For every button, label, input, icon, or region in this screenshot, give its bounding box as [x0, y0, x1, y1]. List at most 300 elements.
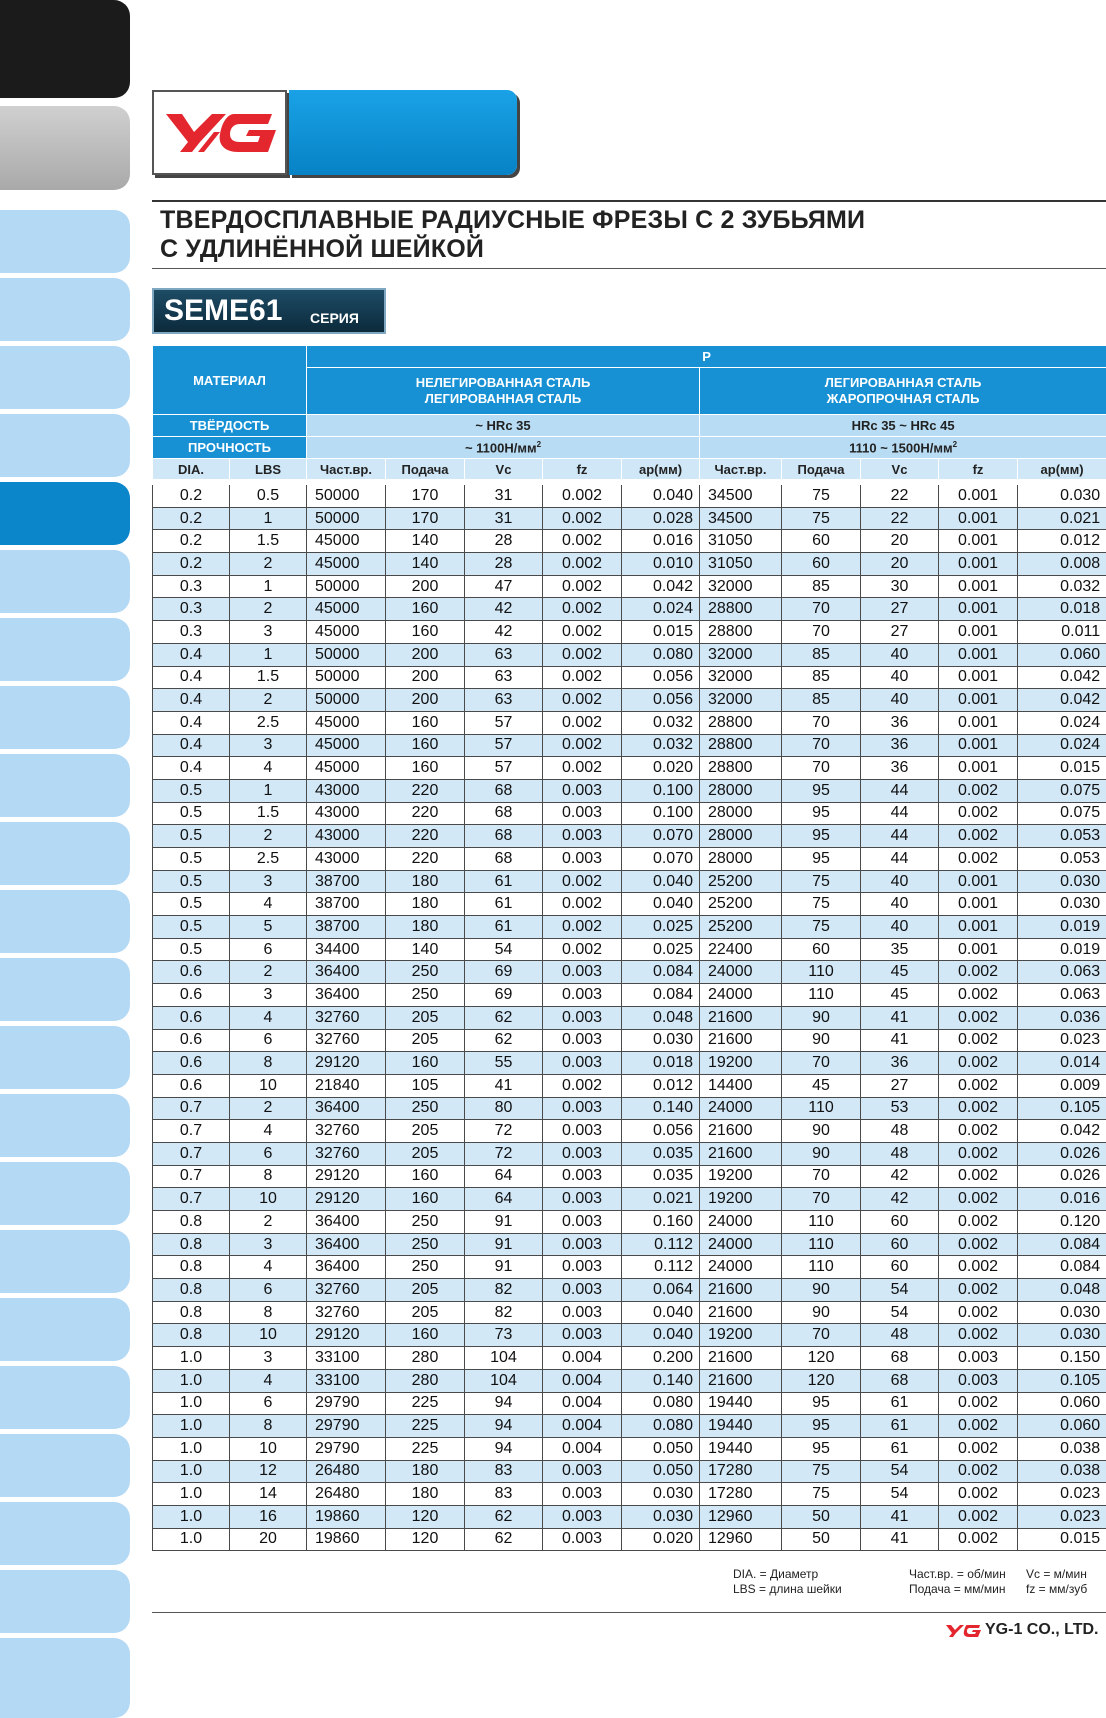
cell-lbs: 10 [230, 1074, 307, 1097]
cell-ap-2: 0.009 [1018, 1074, 1106, 1097]
cell-feed-2: 70 [782, 757, 861, 780]
material-1-line-1: НЕЛЕГИРОВАННАЯ СТАЛЬ [415, 375, 591, 390]
section-tab-18[interactable] [0, 1366, 130, 1429]
legend-rpm: Част.вр. = об/мин [909, 1567, 1006, 1581]
cell-lbs: 1 [230, 507, 307, 530]
cell-ap-2: 0.026 [1018, 1142, 1106, 1165]
cell-lbs: 2 [230, 689, 307, 712]
cell-rpm-1: 38700 [307, 916, 386, 939]
cell-vc-2: 22 [861, 485, 939, 508]
cell-rpm-1: 32760 [307, 1142, 386, 1165]
cell-rpm-2: 17280 [700, 1483, 782, 1506]
cell-lbs: 3 [230, 621, 307, 644]
cell-rpm-2: 21600 [700, 1369, 782, 1392]
cell-fz-1: 0.003 [543, 961, 622, 984]
cell-fz-2: 0.001 [939, 666, 1018, 689]
cell-fz-1: 0.003 [543, 1029, 622, 1052]
strength-2-value: 1110 ~ 1500Н/мм [849, 440, 953, 456]
cell-lbs: 0.5 [230, 485, 307, 508]
material-2-line-2: ЖАРОПРОЧНАЯ СТАЛЬ [826, 391, 980, 406]
cell-rpm-1: 32760 [307, 1120, 386, 1143]
col-ap-2: ap(мм) [1018, 459, 1106, 480]
cell-feed-2: 120 [782, 1347, 861, 1370]
cell-vc-2: 40 [861, 870, 939, 893]
cell-rpm-1: 50000 [307, 507, 386, 530]
section-tab-8[interactable] [0, 686, 130, 749]
table-row [153, 870, 1106, 893]
cell-vc-1: 73 [465, 1324, 543, 1347]
section-tab-11[interactable] [0, 890, 130, 953]
cell-dia: 1.0 [153, 1528, 230, 1551]
cell-fz-2: 0.002 [939, 1052, 1018, 1075]
cell-fz-2: 0.002 [939, 1460, 1018, 1483]
cell-lbs: 1.5 [230, 802, 307, 825]
cell-lbs: 4 [230, 1256, 307, 1279]
cell-vc-2: 61 [861, 1392, 939, 1415]
cell-rpm-2: 12960 [700, 1528, 782, 1551]
cell-feed-1: 205 [386, 1142, 465, 1165]
cell-rpm-2: 24000 [700, 1097, 782, 1120]
strength-1-value: ~ 1100Н/мм [464, 440, 537, 456]
cell-vc-2: 45 [861, 984, 939, 1007]
cell-fz-2: 0.003 [939, 1347, 1018, 1370]
cell-rpm-1: 32760 [307, 1006, 386, 1029]
cell-fz-2: 0.001 [939, 734, 1018, 757]
cell-rpm-1: 29790 [307, 1437, 386, 1460]
table-row [153, 938, 1106, 961]
cell-feed-1: 140 [386, 938, 465, 961]
cell-ap-1: 0.080 [622, 1392, 700, 1415]
table-row [153, 757, 1106, 780]
cell-fz-2: 0.001 [939, 757, 1018, 780]
cell-ap-2: 0.015 [1018, 1528, 1106, 1551]
cell-rpm-2: 21600 [700, 1279, 782, 1302]
cell-feed-1: 160 [386, 598, 465, 621]
cell-feed-2: 85 [782, 643, 861, 666]
cell-dia: 0.7 [153, 1165, 230, 1188]
cell-ap-1: 0.018 [622, 1052, 700, 1075]
legend-feed: Подача = мм/мин [909, 1582, 1006, 1596]
cell-feed-2: 85 [782, 666, 861, 689]
cell-dia: 1.0 [153, 1460, 230, 1483]
cell-rpm-2: 28800 [700, 711, 782, 734]
cell-rpm-2: 28800 [700, 621, 782, 644]
table-row [153, 1324, 1106, 1347]
cell-vc-1: 61 [465, 916, 543, 939]
cell-feed-1: 250 [386, 1097, 465, 1120]
legend-middle [909, 1567, 1006, 1597]
hardness-2: HRc 35 ~ HRc 45 [700, 415, 1106, 437]
table-row [153, 802, 1106, 825]
cell-dia: 1.0 [153, 1369, 230, 1392]
cell-rpm-1: 50000 [307, 643, 386, 666]
section-tab-16[interactable] [0, 1230, 130, 1293]
cell-feed-1: 140 [386, 553, 465, 576]
cell-vc-2: 20 [861, 530, 939, 553]
cell-feed-1: 170 [386, 485, 465, 508]
table-row [153, 779, 1106, 802]
cell-rpm-2: 28800 [700, 757, 782, 780]
cell-feed-1: 120 [386, 1505, 465, 1528]
cell-ap-1: 0.025 [622, 916, 700, 939]
cell-feed-2: 70 [782, 1324, 861, 1347]
cell-rpm-1: 50000 [307, 575, 386, 598]
cell-feed-1: 200 [386, 575, 465, 598]
cell-vc-1: 68 [465, 779, 543, 802]
cell-feed-1: 105 [386, 1074, 465, 1097]
cell-rpm-2: 21600 [700, 1142, 782, 1165]
cell-feed-1: 225 [386, 1437, 465, 1460]
cell-ap-2: 0.053 [1018, 848, 1106, 871]
cell-vc-2: 48 [861, 1120, 939, 1143]
cell-fz-1: 0.003 [543, 1097, 622, 1120]
cell-lbs: 8 [230, 1165, 307, 1188]
cell-fz-2: 0.002 [939, 1233, 1018, 1256]
table-row [153, 734, 1106, 757]
col-lbs: LBS [230, 459, 307, 480]
cell-rpm-1: 36400 [307, 1097, 386, 1120]
section-tab-14[interactable] [0, 1094, 130, 1157]
section-tab-10[interactable] [0, 822, 130, 885]
cell-vc-2: 61 [861, 1437, 939, 1460]
cell-ap-1: 0.028 [622, 507, 700, 530]
cell-rpm-1: 43000 [307, 825, 386, 848]
table-row [153, 553, 1106, 576]
cell-feed-2: 75 [782, 507, 861, 530]
cell-vc-1: 69 [465, 961, 543, 984]
cell-ap-1: 0.032 [622, 711, 700, 734]
cell-vc-1: 94 [465, 1415, 543, 1438]
cell-vc-2: 44 [861, 848, 939, 871]
cell-ap-2: 0.011 [1018, 621, 1106, 644]
cell-lbs: 12 [230, 1460, 307, 1483]
cell-vc-1: 62 [465, 1528, 543, 1551]
legend-right [1026, 1567, 1087, 1597]
cell-lbs: 8 [230, 1301, 307, 1324]
cell-ap-1: 0.024 [622, 598, 700, 621]
cell-rpm-1: 38700 [307, 893, 386, 916]
cell-rpm-2: 24000 [700, 984, 782, 1007]
cell-dia: 1.0 [153, 1415, 230, 1438]
section-tab-7[interactable] [0, 618, 130, 681]
cell-fz-2: 0.002 [939, 1256, 1018, 1279]
section-tab-2[interactable] [0, 278, 130, 341]
cell-rpm-1: 45000 [307, 553, 386, 576]
cell-rpm-2: 12960 [700, 1505, 782, 1528]
cell-dia: 0.8 [153, 1301, 230, 1324]
col-fz-2: fz [939, 459, 1018, 480]
cell-dia: 1.0 [153, 1483, 230, 1506]
cell-fz-2: 0.001 [939, 507, 1018, 530]
table-row [153, 1120, 1106, 1143]
cell-fz-1: 0.003 [543, 779, 622, 802]
cell-feed-1: 160 [386, 711, 465, 734]
cell-rpm-1: 45000 [307, 530, 386, 553]
cell-vc-1: 91 [465, 1233, 543, 1256]
section-tab-6[interactable] [0, 550, 130, 613]
cell-lbs: 4 [230, 1120, 307, 1143]
cell-vc-1: 62 [465, 1505, 543, 1528]
cell-rpm-1: 19860 [307, 1505, 386, 1528]
tab-black[interactable] [0, 0, 130, 98]
cell-fz-1: 0.002 [543, 621, 622, 644]
cell-dia: 0.5 [153, 870, 230, 893]
cell-feed-1: 205 [386, 1301, 465, 1324]
cell-ap-1: 0.140 [622, 1369, 700, 1392]
cell-ap-2: 0.008 [1018, 553, 1106, 576]
cell-ap-2: 0.150 [1018, 1347, 1106, 1370]
cell-fz-1: 0.004 [543, 1347, 622, 1370]
cell-dia: 0.6 [153, 1029, 230, 1052]
cell-fz-1: 0.002 [543, 598, 622, 621]
section-tab-3[interactable] [0, 346, 130, 409]
cell-fz-1: 0.003 [543, 825, 622, 848]
series-badge [152, 288, 386, 334]
cell-rpm-2: 28000 [700, 802, 782, 825]
cell-lbs: 4 [230, 893, 307, 916]
tab-grey[interactable] [0, 106, 130, 190]
cell-fz-2: 0.002 [939, 802, 1018, 825]
cell-feed-2: 70 [782, 711, 861, 734]
cell-feed-2: 45 [782, 1074, 861, 1097]
cell-rpm-1: 34400 [307, 938, 386, 961]
col-ap-1: ap(мм) [622, 459, 700, 480]
cell-rpm-2: 34500 [700, 507, 782, 530]
cell-fz-1: 0.002 [543, 553, 622, 576]
hardness-label: ТВЁРДОСТЬ [153, 415, 307, 437]
cell-feed-2: 90 [782, 1279, 861, 1302]
col-rpm-2: Част.вр. [700, 459, 782, 480]
section-tab-22[interactable] [0, 1638, 130, 1718]
cell-lbs: 20 [230, 1528, 307, 1551]
table-row [153, 621, 1106, 644]
cell-feed-2: 70 [782, 1052, 861, 1075]
cell-vc-2: 60 [861, 1211, 939, 1234]
cell-ap-1: 0.030 [622, 1029, 700, 1052]
cell-ap-2: 0.105 [1018, 1369, 1106, 1392]
cell-feed-1: 280 [386, 1347, 465, 1370]
cell-vc-2: 36 [861, 757, 939, 780]
cell-vc-1: 68 [465, 848, 543, 871]
table-body [153, 485, 1106, 1551]
cell-lbs: 14 [230, 1483, 307, 1506]
cell-dia: 0.2 [153, 553, 230, 576]
cell-dia: 0.4 [153, 666, 230, 689]
cell-lbs: 3 [230, 870, 307, 893]
cell-fz-1: 0.004 [543, 1415, 622, 1438]
cell-rpm-2: 19440 [700, 1392, 782, 1415]
cell-ap-2: 0.023 [1018, 1483, 1106, 1506]
cell-rpm-2: 22400 [700, 938, 782, 961]
cell-vc-1: 94 [465, 1392, 543, 1415]
cell-ap-1: 0.020 [622, 757, 700, 780]
cell-ap-2: 0.023 [1018, 1029, 1106, 1052]
cell-feed-1: 170 [386, 507, 465, 530]
cell-ap-1: 0.012 [622, 1074, 700, 1097]
cell-feed-2: 95 [782, 825, 861, 848]
brand-header [152, 90, 522, 175]
cell-rpm-2: 31050 [700, 553, 782, 576]
cell-dia: 0.4 [153, 757, 230, 780]
cell-fz-2: 0.002 [939, 961, 1018, 984]
cell-fz-1: 0.003 [543, 1052, 622, 1075]
col-feed-2: Подача [782, 459, 861, 480]
material-1-line-2: ЛЕГИРОВАННАЯ СТАЛЬ [424, 391, 582, 406]
cell-fz-1: 0.003 [543, 848, 622, 871]
cell-fz-1: 0.004 [543, 1437, 622, 1460]
cell-fz-2: 0.002 [939, 1211, 1018, 1234]
cell-vc-1: 72 [465, 1142, 543, 1165]
cell-ap-1: 0.084 [622, 961, 700, 984]
cell-ap-2: 0.024 [1018, 711, 1106, 734]
table-row [153, 711, 1106, 734]
cell-feed-2: 120 [782, 1369, 861, 1392]
section-tab-21[interactable] [0, 1570, 130, 1633]
cell-fz-1: 0.002 [543, 711, 622, 734]
section-tab-4[interactable] [0, 414, 130, 477]
table-row [153, 1505, 1106, 1528]
cell-rpm-1: 29120 [307, 1052, 386, 1075]
cell-feed-1: 200 [386, 666, 465, 689]
cell-feed-1: 160 [386, 1324, 465, 1347]
cell-vc-1: 31 [465, 507, 543, 530]
cell-dia: 0.3 [153, 575, 230, 598]
cell-vc-1: 61 [465, 870, 543, 893]
section-tab-17[interactable] [0, 1298, 130, 1361]
table-row [153, 1165, 1106, 1188]
cell-dia: 0.5 [153, 893, 230, 916]
table-row [153, 689, 1106, 712]
cell-dia: 0.6 [153, 1074, 230, 1097]
cell-feed-2: 75 [782, 1483, 861, 1506]
table-row [153, 1188, 1106, 1211]
header-blue-band [289, 90, 517, 175]
cell-feed-2: 110 [782, 1211, 861, 1234]
section-tab-9[interactable] [0, 754, 130, 817]
table-row [153, 507, 1106, 530]
cell-rpm-2: 32000 [700, 689, 782, 712]
cell-ap-2: 0.030 [1018, 893, 1106, 916]
cell-ap-2: 0.038 [1018, 1437, 1106, 1460]
cell-feed-2: 75 [782, 485, 861, 508]
cell-fz-2: 0.002 [939, 1006, 1018, 1029]
cell-dia: 1.0 [153, 1392, 230, 1415]
cell-fz-2: 0.002 [939, 1142, 1018, 1165]
cell-rpm-2: 32000 [700, 643, 782, 666]
col-vc-1: Vc [465, 459, 543, 480]
cell-lbs: 6 [230, 938, 307, 961]
cell-vc-2: 42 [861, 1188, 939, 1211]
cell-rpm-2: 25200 [700, 870, 782, 893]
cell-vc-2: 41 [861, 1505, 939, 1528]
cell-fz-1: 0.003 [543, 1505, 622, 1528]
cell-vc-2: 36 [861, 711, 939, 734]
cell-feed-2: 90 [782, 1142, 861, 1165]
cell-vc-1: 64 [465, 1165, 543, 1188]
cell-ap-1: 0.160 [622, 1211, 700, 1234]
cell-vc-2: 27 [861, 1074, 939, 1097]
table-row [153, 1006, 1106, 1029]
cell-feed-2: 110 [782, 984, 861, 1007]
cell-lbs: 6 [230, 1279, 307, 1302]
cell-ap-1: 0.080 [622, 1415, 700, 1438]
cell-vc-2: 40 [861, 666, 939, 689]
cell-vc-1: 41 [465, 1074, 543, 1097]
cell-feed-2: 90 [782, 1120, 861, 1143]
cell-lbs: 1 [230, 779, 307, 802]
cell-dia: 0.5 [153, 916, 230, 939]
cell-rpm-1: 45000 [307, 621, 386, 644]
table-row [153, 825, 1106, 848]
table-row [153, 1052, 1106, 1075]
cell-feed-2: 95 [782, 1392, 861, 1415]
cell-fz-2: 0.002 [939, 1392, 1018, 1415]
table-row [153, 485, 1106, 508]
cell-feed-1: 200 [386, 689, 465, 712]
cell-rpm-2: 19200 [700, 1165, 782, 1188]
cell-lbs: 2 [230, 1097, 307, 1120]
cell-vc-2: 48 [861, 1324, 939, 1347]
cell-rpm-2: 19440 [700, 1437, 782, 1460]
cell-lbs: 2.5 [230, 848, 307, 871]
section-tab-1[interactable] [0, 210, 130, 273]
cell-rpm-1: 50000 [307, 689, 386, 712]
cell-vc-2: 40 [861, 643, 939, 666]
cell-vc-2: 41 [861, 1029, 939, 1052]
cell-feed-1: 205 [386, 1120, 465, 1143]
cell-fz-1: 0.002 [543, 893, 622, 916]
cell-feed-2: 95 [782, 779, 861, 802]
table-row [153, 1256, 1106, 1279]
table-row [153, 916, 1106, 939]
cell-fz-2: 0.002 [939, 1324, 1018, 1347]
cell-vc-2: 54 [861, 1483, 939, 1506]
yg-logo-icon [154, 92, 285, 173]
cell-ap-1: 0.070 [622, 825, 700, 848]
section-tab-13[interactable] [0, 1026, 130, 1089]
cell-vc-2: 27 [861, 598, 939, 621]
cell-fz-2: 0.003 [939, 1369, 1018, 1392]
series-code: SEME61 [164, 294, 283, 327]
cell-vc-2: 61 [861, 1415, 939, 1438]
cell-rpm-1: 36400 [307, 961, 386, 984]
cell-fz-1: 0.003 [543, 1256, 622, 1279]
section-tab-15[interactable] [0, 1162, 130, 1225]
cell-rpm-2: 24000 [700, 1256, 782, 1279]
page-title [160, 206, 865, 264]
cell-feed-1: 160 [386, 621, 465, 644]
cell-vc-2: 36 [861, 1052, 939, 1075]
cell-fz-2: 0.001 [939, 643, 1018, 666]
cell-fz-2: 0.002 [939, 1483, 1018, 1506]
cell-vc-2: 35 [861, 938, 939, 961]
section-tab-20[interactable] [0, 1502, 130, 1565]
cell-ap-2: 0.075 [1018, 779, 1106, 802]
cell-lbs: 2 [230, 598, 307, 621]
cell-ap-2: 0.032 [1018, 575, 1106, 598]
legend-lbs: LBS = длина шейки [733, 1582, 842, 1596]
cell-lbs: 10 [230, 1324, 307, 1347]
section-tab-19[interactable] [0, 1434, 130, 1497]
cell-ap-1: 0.040 [622, 1301, 700, 1324]
cell-fz-1: 0.003 [543, 1460, 622, 1483]
section-tab-12[interactable] [0, 958, 130, 1021]
cell-feed-1: 180 [386, 1483, 465, 1506]
cell-feed-2: 70 [782, 1188, 861, 1211]
cell-feed-1: 200 [386, 643, 465, 666]
cell-ap-2: 0.060 [1018, 1415, 1106, 1438]
section-tab-active[interactable] [0, 482, 130, 545]
